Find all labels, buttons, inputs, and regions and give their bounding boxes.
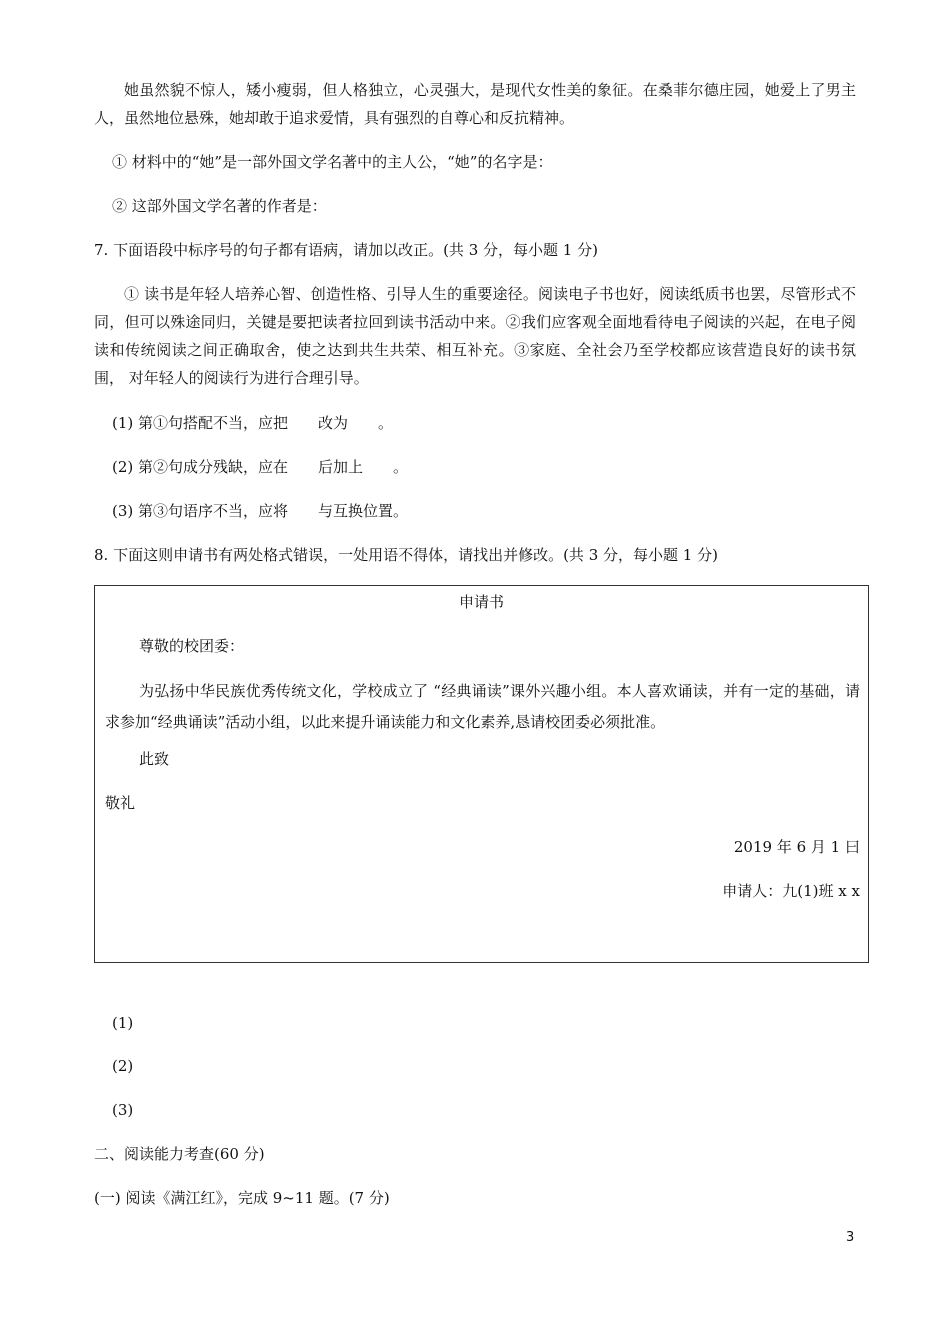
q8-answer-1: (1) bbox=[112, 1014, 134, 1032]
letter-body: 为弘扬中华民族优秀传统文化，学校成立了 “经典诵读”课外兴趣小组。本人喜欢诵读，并有一定的基础，请求参加“经典诵读”活动小组，以此来提升诵读能力和文化素养,恳请校团委必须批准。 bbox=[105, 682, 860, 731]
intro-paragraph: 她虽然貌不惊人，矮小瘦弱，但人格独立，心灵强大，是现代女性美的象征。在桑菲尔德庄园，她爱上了男主人，虽然地位悬殊，她却敢于追求爱情，具有强烈的自尊心和反抗精神。 bbox=[94, 81, 856, 127]
letter-heading: 申请书 bbox=[458, 593, 504, 611]
q7-sub1: (1) 第①句搭配不当，应把 改为 。 bbox=[112, 414, 394, 432]
application-letter-box bbox=[94, 585, 869, 963]
section2-subtitle: (一) 阅读《满江红》，完成 9~11 题。(7 分) bbox=[94, 1189, 390, 1207]
letter-signature: 申请人：九(1)班 x x bbox=[722, 882, 860, 900]
q8-answer-3: (3) bbox=[112, 1101, 134, 1119]
section2-title: 二、阅读能力考查(60 分) bbox=[94, 1145, 265, 1163]
q6-sub2: ② 这部外国文学名著的作者是： bbox=[112, 197, 327, 215]
q7-sub2: (2) 第②句成分残缺，应在 后加上 。 bbox=[112, 458, 409, 476]
q7-title: 7. 下面语段中标序号的句子都有语病，请加以改正。(共 3 分，每小题 1 分) bbox=[94, 241, 598, 259]
letter-date: 2019 年 6 月 1 曰 bbox=[733, 838, 860, 856]
letter-closing-1: 此致 bbox=[139, 750, 170, 768]
page-number: 3 bbox=[846, 1230, 855, 1245]
q7-sub3: (3) 第③句语序不当，应将 与互换位置。 bbox=[112, 502, 409, 520]
letter-salutation: 尊敬的校团委： bbox=[139, 637, 245, 655]
q8-title: 8. 下面这则申请书有两处格式错误，一处用语不得体，请找出并修改。(共 3 分，每小题 1 分) bbox=[94, 546, 718, 564]
q6-sub1: ① 材料中的“她”是一部外国文学名著中的主人公，“她”的名字是： bbox=[112, 153, 553, 171]
letter-closing-2: 敬礼 bbox=[105, 794, 136, 812]
q7-paragraph: ① 读书是年轻人培养心智、创造性格、引导人生的重要途径。阅读电子书也好，阅读纸质书也罢，尽管形式不同，但可以殊途同归，关键是要把读者拉回到读书活动中来。②我们应客观全面地看待电子阅读的兴起，在电子阅读和传统阅读之间正确取舍，使之达到共生共荣、相互补充。③家庭、全社会乃至学校都应该营造良好的读书氛围， 对年轻人的阅读行为进行合理引导。 bbox=[94, 285, 856, 387]
q8-answer-2: (2) bbox=[112, 1057, 134, 1075]
